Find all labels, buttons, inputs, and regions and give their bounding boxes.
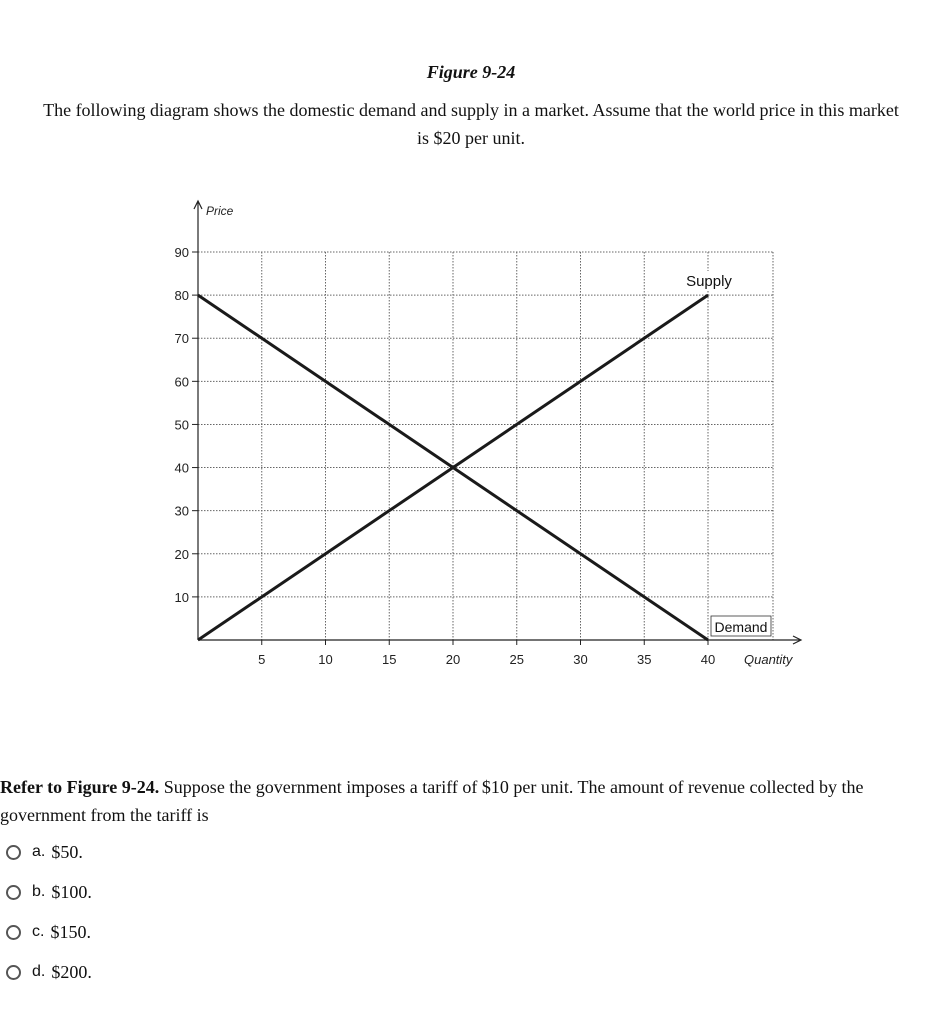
y-tick-label: 30 <box>174 503 189 519</box>
option-letter: c. <box>32 923 45 940</box>
x-tick-label: 35 <box>637 652 652 667</box>
figure-title: Figure 9-24 <box>426 62 516 82</box>
option-text: $200. <box>51 961 92 982</box>
option-text: $150. <box>50 921 91 942</box>
caption-line-1: The following diagram shows the domestic demand and supply in a market. Assume that the world price in this market <box>43 100 899 120</box>
y-tick-label: 80 <box>174 288 189 304</box>
question-text <box>0 773 942 829</box>
option-text: $100. <box>51 881 92 902</box>
question-body: Suppose the government imposes a tariff of $10 per unit. The amount of revenue collected by the government from the tariff is <box>0 777 864 825</box>
y-tick-label: 70 <box>174 331 189 347</box>
x-tick-label: 30 <box>573 652 588 667</box>
option-d[interactable] <box>6 960 92 984</box>
option-letter: a. <box>32 843 46 860</box>
y-tick-label: 90 <box>174 245 189 260</box>
option-b[interactable] <box>6 880 92 904</box>
radio-icon[interactable] <box>6 965 21 980</box>
option-text: $50. <box>51 841 83 862</box>
supply-label: Supply <box>686 273 732 290</box>
y-tick-label: 60 <box>174 374 189 390</box>
x-tick-label: 5 <box>258 652 266 667</box>
option-c[interactable] <box>6 920 91 944</box>
x-tick-label: 20 <box>445 652 461 667</box>
y-tick-label: 10 <box>174 589 189 605</box>
x-axis-label: Quantity <box>744 652 793 667</box>
x-tick-label: 40 <box>700 652 716 667</box>
chart-ticks <box>175 245 716 667</box>
x-tick-label: 10 <box>318 652 333 667</box>
chart-axes <box>194 201 801 644</box>
supply-demand-chart <box>0 190 942 690</box>
option-a[interactable] <box>6 840 83 864</box>
radio-icon[interactable] <box>6 885 21 900</box>
y-axis-label: Price <box>206 204 234 218</box>
radio-icon[interactable] <box>6 925 21 940</box>
y-tick-label: 20 <box>174 546 189 562</box>
figure-caption <box>0 96 942 152</box>
caption-line-2: is $20 per unit. <box>417 128 525 148</box>
x-tick-label: 15 <box>382 652 397 667</box>
option-letter: d. <box>32 963 46 980</box>
y-tick-label: 40 <box>174 460 189 476</box>
question-reference: Refer to Figure 9-24. <box>0 777 160 797</box>
demand-label: Demand <box>714 619 768 635</box>
radio-icon[interactable] <box>6 845 21 860</box>
option-letter: b. <box>32 883 46 900</box>
x-tick-label: 25 <box>509 652 524 667</box>
y-tick-label: 50 <box>174 417 189 433</box>
